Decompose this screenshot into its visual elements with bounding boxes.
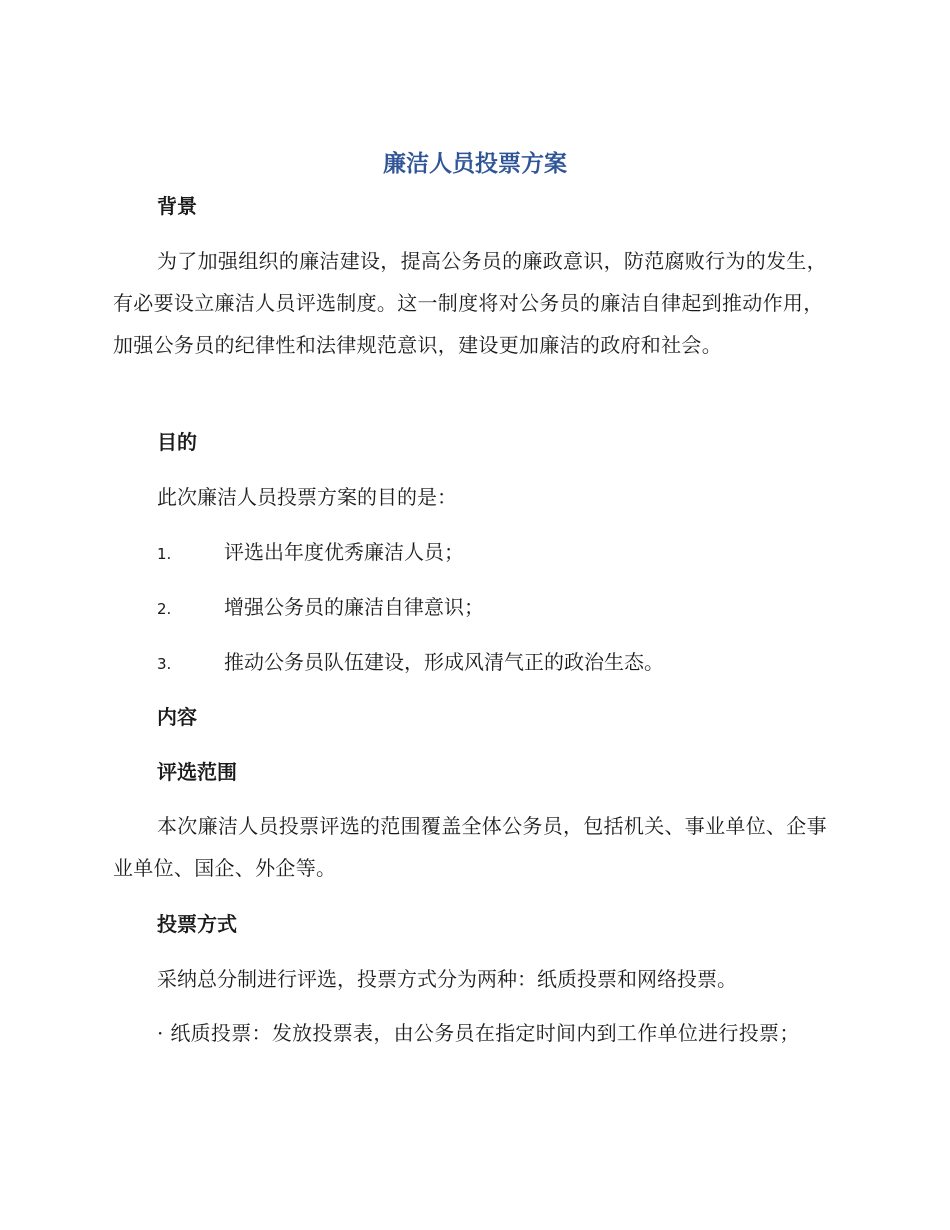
scope-heading: 评选范围 — [157, 760, 237, 784]
list-number: 2. — [157, 600, 172, 618]
purpose-heading: 目的 — [157, 430, 197, 454]
scope-paragraph: 本次廉洁人员投票评选的范围覆盖全体公务员，包括机关、事业单位、企事业单位、国企、外企等。 — [113, 814, 827, 880]
voting-heading: 投票方式 — [157, 912, 237, 936]
background-heading: 背景 — [157, 194, 197, 218]
list-text: 推动公务员队伍建设，形成风清气正的政治生态。 — [224, 650, 664, 674]
list-number: 3. — [157, 655, 172, 673]
document-title: 廉洁人员投票方案 — [383, 151, 567, 177]
content-heading: 内容 — [157, 705, 197, 729]
list-text: 评选出年度优秀廉洁人员； — [224, 540, 464, 564]
background-paragraph: 为了加强组织的廉洁建设，提高公务员的廉政意识，防范腐败行为的发生，有必要设立廉洁人员评选制度。这一制度将对公务员的廉洁自律起到推动作用，加强公务员的纪律性和法律规范意识，建设更加廉洁的政府和社会。 — [113, 249, 827, 357]
paper-vote-paragraph: · 纸质投票：发放投票表，由公务员在指定时间内到工作单位进行投票； — [157, 1021, 800, 1045]
list-number: 1. — [157, 545, 172, 563]
list-text: 增强公务员的廉洁自律意识； — [224, 595, 484, 619]
voting-intro: 采纳总分制进行评选，投票方式分为两种：纸质投票和网络投票。 — [157, 967, 737, 991]
purpose-intro: 此次廉洁人员投票方案的目的是： — [157, 485, 457, 509]
